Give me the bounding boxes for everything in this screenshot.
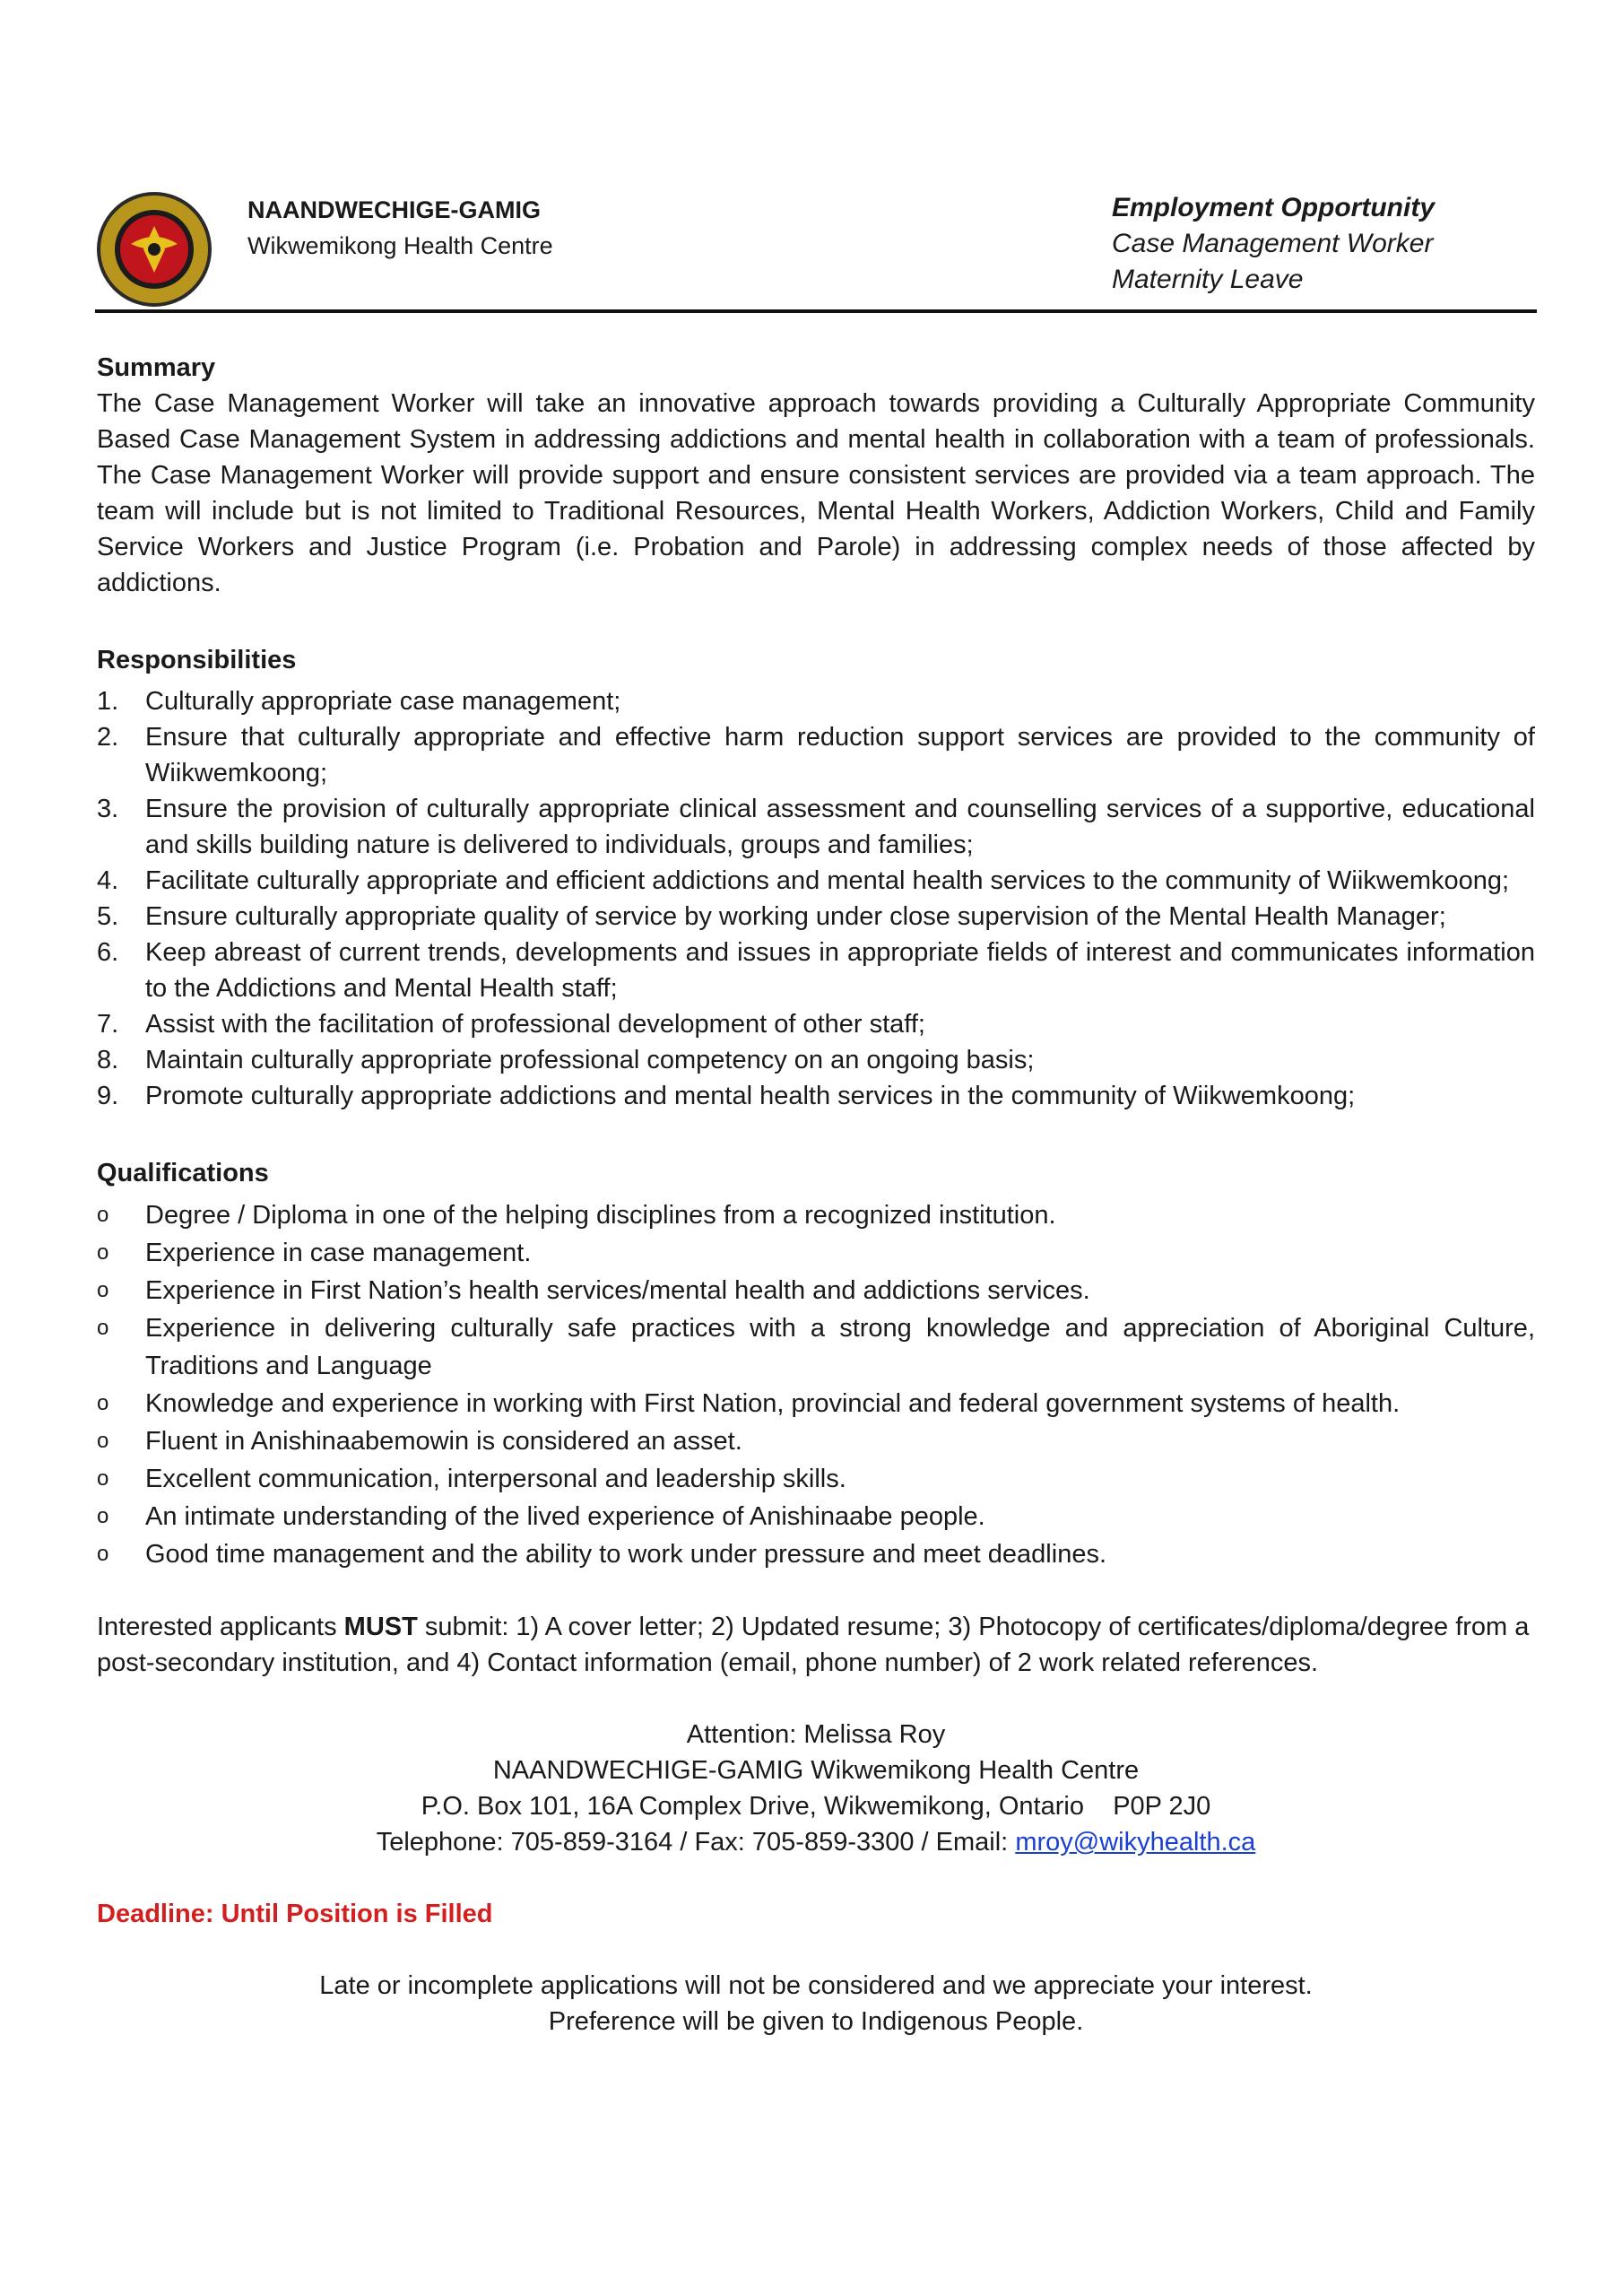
list-item: 1. Culturally appropriate case management; — [97, 687, 621, 716]
employment-opportunity-label: Employment Opportunity — [1112, 193, 1435, 222]
list-item: o Degree / Diploma in one of the helping disciplines from a recognized institution. — [97, 1201, 1056, 1230]
list-item: o Fluent in Anishinaabemowin is considered an asset. — [97, 1427, 742, 1456]
list-item: 8. Maintain culturally appropriate professional competency on an ongoing basis; — [97, 1046, 1035, 1074]
mailing-address: P.O. Box 101, 16A Complex Drive, Wikwemikong, Ontario P0P 2J0 — [421, 1792, 1211, 1821]
list-item: 6. Keep abreast of current trends, developments and issues in appropriate fields of interest and communicates information to the Addictions and Mental Health staff; — [97, 938, 1535, 1003]
footer-line-2: Preference will be given to Indigenous People. — [548, 2007, 1084, 2036]
footer-note — [97, 1968, 1535, 2039]
qualifications-list — [97, 1196, 1535, 1573]
list-item: o Knowledge and experience in working with First Nation, provincial and federal government systems of health. — [97, 1389, 1401, 1418]
list-item: o Good time management and the ability to work under pressure and meet deadlines. — [97, 1540, 1107, 1569]
job-type: Maternity Leave — [1112, 265, 1304, 294]
list-item: o Excellent communication, interpersonal and leadership skills. — [97, 1465, 846, 1493]
must-emphasis: MUST — [343, 1613, 418, 1641]
list-item: o Experience in delivering culturally safe practices with a strong knowledge and appreciation of Aboriginal Culture, Traditions and Language — [97, 1314, 1535, 1380]
list-item: 2. Ensure that culturally appropriate and effective harm reduction support services are provided to the community of Wiikwemkoong; — [97, 723, 1535, 787]
health-centre-logo — [95, 190, 213, 309]
list-item: 5. Ensure culturally appropriate quality of service by working under close supervision of the Mental Health Manager; — [97, 902, 1446, 931]
application-instructions: Interested applicants MUST submit: 1) A cover letter; 2) Updated resume; 3) Photocopy of certificates/diploma/degree from a post-secondary institution, and 4) Contact information (email, phone number) of 2 work related references. — [97, 1613, 1530, 1677]
qualifications-heading: Qualifications — [97, 1159, 269, 1187]
attention-line: Attention: Melissa Roy — [686, 1720, 946, 1749]
job-title: Case Management Worker — [1112, 229, 1434, 258]
list-item: 7. Assist with the facilitation of professional development of other staff; — [97, 1010, 925, 1039]
list-item: o Experience in First Nation’s health services/mental health and addictions services. — [97, 1276, 1090, 1305]
phone-fax-email-line: Telephone: 705-859-3164 / Fax: 705-859-3300 / Email: mroy@wikyhealth.ca — [376, 1828, 1256, 1857]
responsibilities-heading: Responsibilities — [97, 646, 297, 674]
list-item: 4. Facilitate culturally appropriate and efficient addictions and mental health services to the community of Wiikwemkoong; — [97, 866, 1510, 895]
document-body — [97, 350, 1535, 2039]
contact-organization: NAANDWECHIGE-GAMIG Wikwemikong Health Centre — [492, 1756, 1140, 1785]
list-item: o An intimate understanding of the lived experience of Anishinaabe people. — [97, 1502, 985, 1531]
summary-heading: Summary — [97, 353, 216, 382]
organization-block — [247, 192, 553, 264]
deadline-notice: Deadline: Until Position is Filled — [97, 1900, 493, 1928]
footer-line-1: Late or incomplete applications will not be considered and we appreciate your interest. — [319, 1971, 1313, 2000]
summary-text: The Case Management Worker will take an innovative approach towards providing a Culturally Appropriate Community Based Case Management System in addressing addictions and mental health in collaboration with a team of professionals. The Case Management Worker will provide support and ensure consistent services are provided via a team approach. The team will include but is not limited to Traditional Resources, Mental Health Workers, Addiction Workers, Child and Family Service Workers and Justice Program (i.e. Probation and Parole) in addressing complex needs of those affected by addictions. — [97, 389, 1535, 597]
contact-block — [97, 1717, 1535, 1860]
organization-subtitle: Wikwemikong Health Centre — [247, 232, 553, 259]
list-item: 9. Promote culturally appropriate addictions and mental health services in the community of Wiikwemkoong; — [97, 1082, 1356, 1110]
list-item: 3. Ensure the provision of culturally appropriate clinical assessment and counselling services of a supportive, educational and skills building nature is delivered to individuals, groups and families; — [97, 795, 1535, 859]
header-divider — [95, 309, 1537, 313]
email-link[interactable]: mroy@wikyhealth.ca — [1015, 1828, 1256, 1857]
job-info-block — [1112, 190, 1435, 298]
organization-name: NAANDWECHIGE-GAMIG — [247, 196, 541, 223]
list-item: o Experience in case management. — [97, 1239, 532, 1267]
responsibilities-list — [97, 683, 1535, 1114]
